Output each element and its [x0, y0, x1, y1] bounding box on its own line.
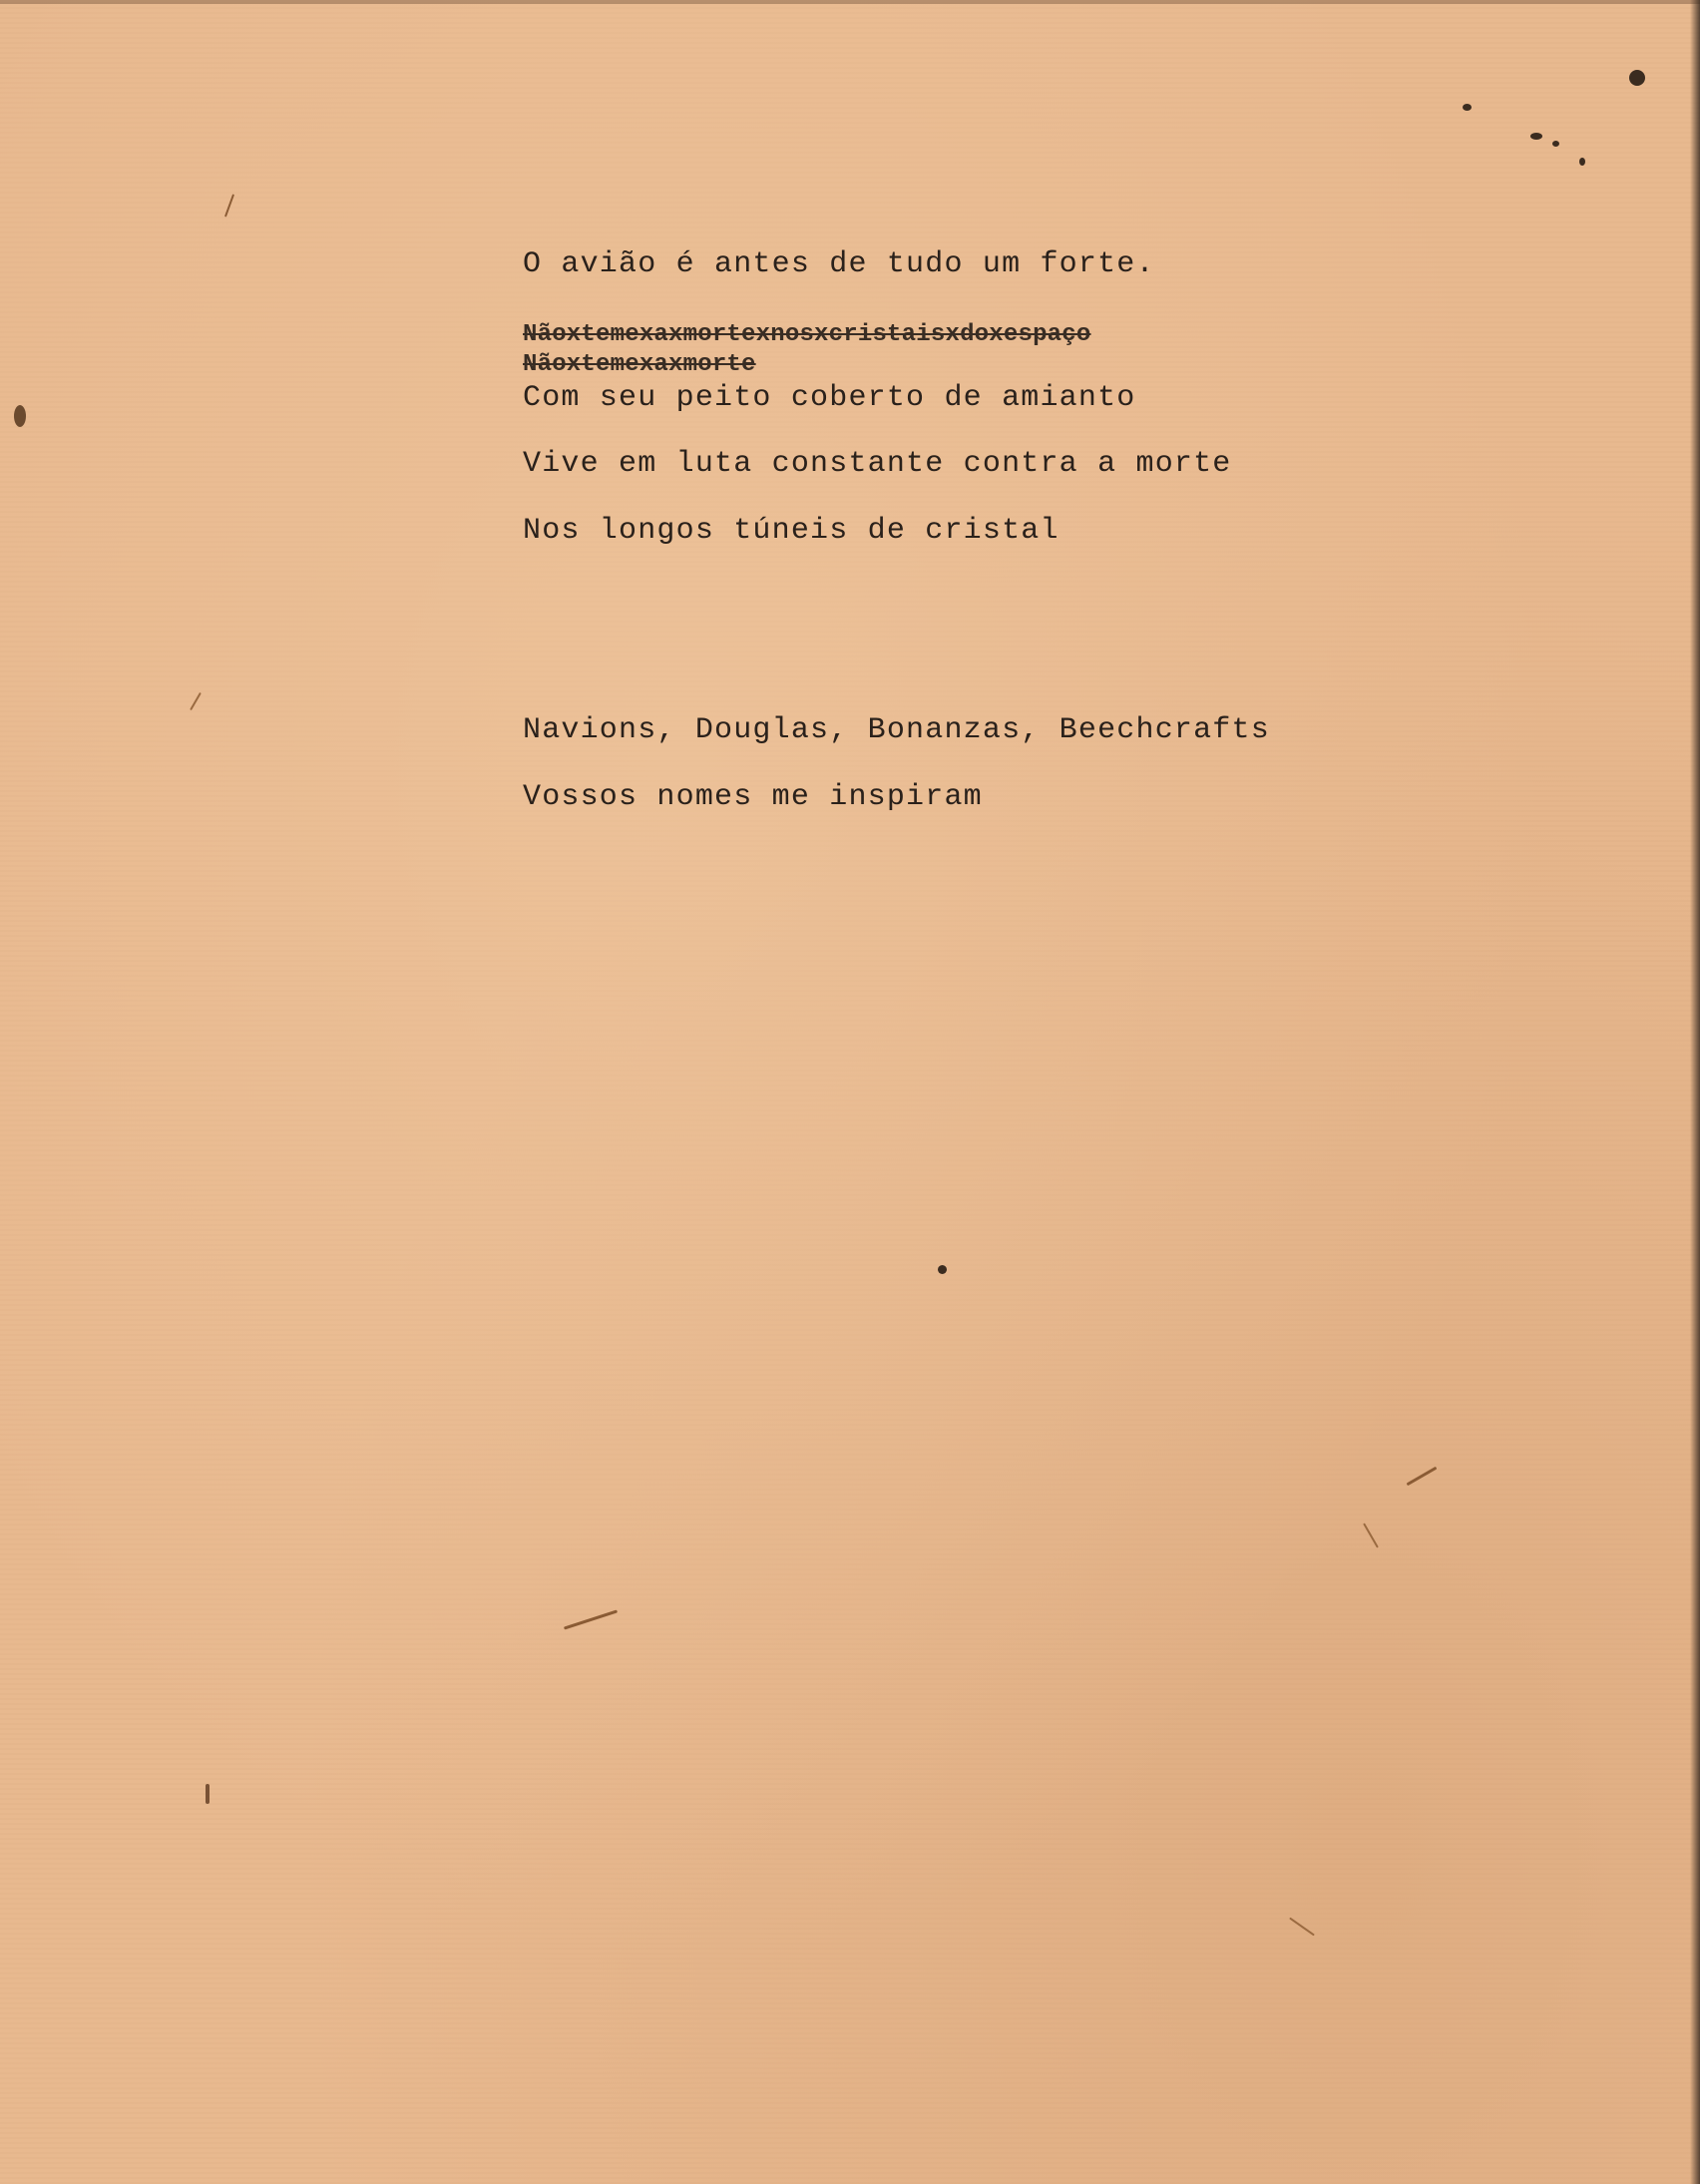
ink-speck — [1530, 133, 1542, 140]
poem-line-5: Navions, Douglas, Bonanzas, Beechcrafts — [523, 713, 1270, 747]
ink-speck — [1463, 104, 1472, 111]
poem-line-3: Vive em luta constante contra a morte — [523, 447, 1232, 481]
poem-line-4: Nos longos túneis de cristal — [523, 514, 1060, 548]
paper-fiber — [564, 1609, 618, 1629]
page-right-edge — [1690, 0, 1700, 2184]
paper-speck — [14, 405, 26, 427]
ink-speck — [1629, 70, 1645, 86]
page-top-edge — [0, 0, 1700, 4]
ink-speck — [1579, 158, 1585, 166]
poem-line-1: O avião é antes de tudo um forte. — [523, 247, 1155, 281]
struck-line-1: Nãoxtemexaxmortexnosxcristaisxdoxespaço — [523, 321, 1091, 348]
poem-line-2: Com seu peito coberto de amianto — [523, 381, 1136, 415]
ink-speck — [938, 1265, 947, 1274]
paper-speck — [206, 1784, 210, 1804]
paper-fiber — [1363, 1523, 1379, 1547]
paper-fiber — [224, 194, 234, 217]
paper-fiber — [1407, 1467, 1438, 1487]
paper-fiber — [190, 692, 202, 710]
struck-line-2: Nãoxtemexaxmorte — [523, 351, 756, 378]
poem-line-6: Vossos nomes me inspiram — [523, 780, 983, 814]
paper-fiber — [1289, 1918, 1315, 1937]
ink-speck — [1552, 141, 1559, 147]
